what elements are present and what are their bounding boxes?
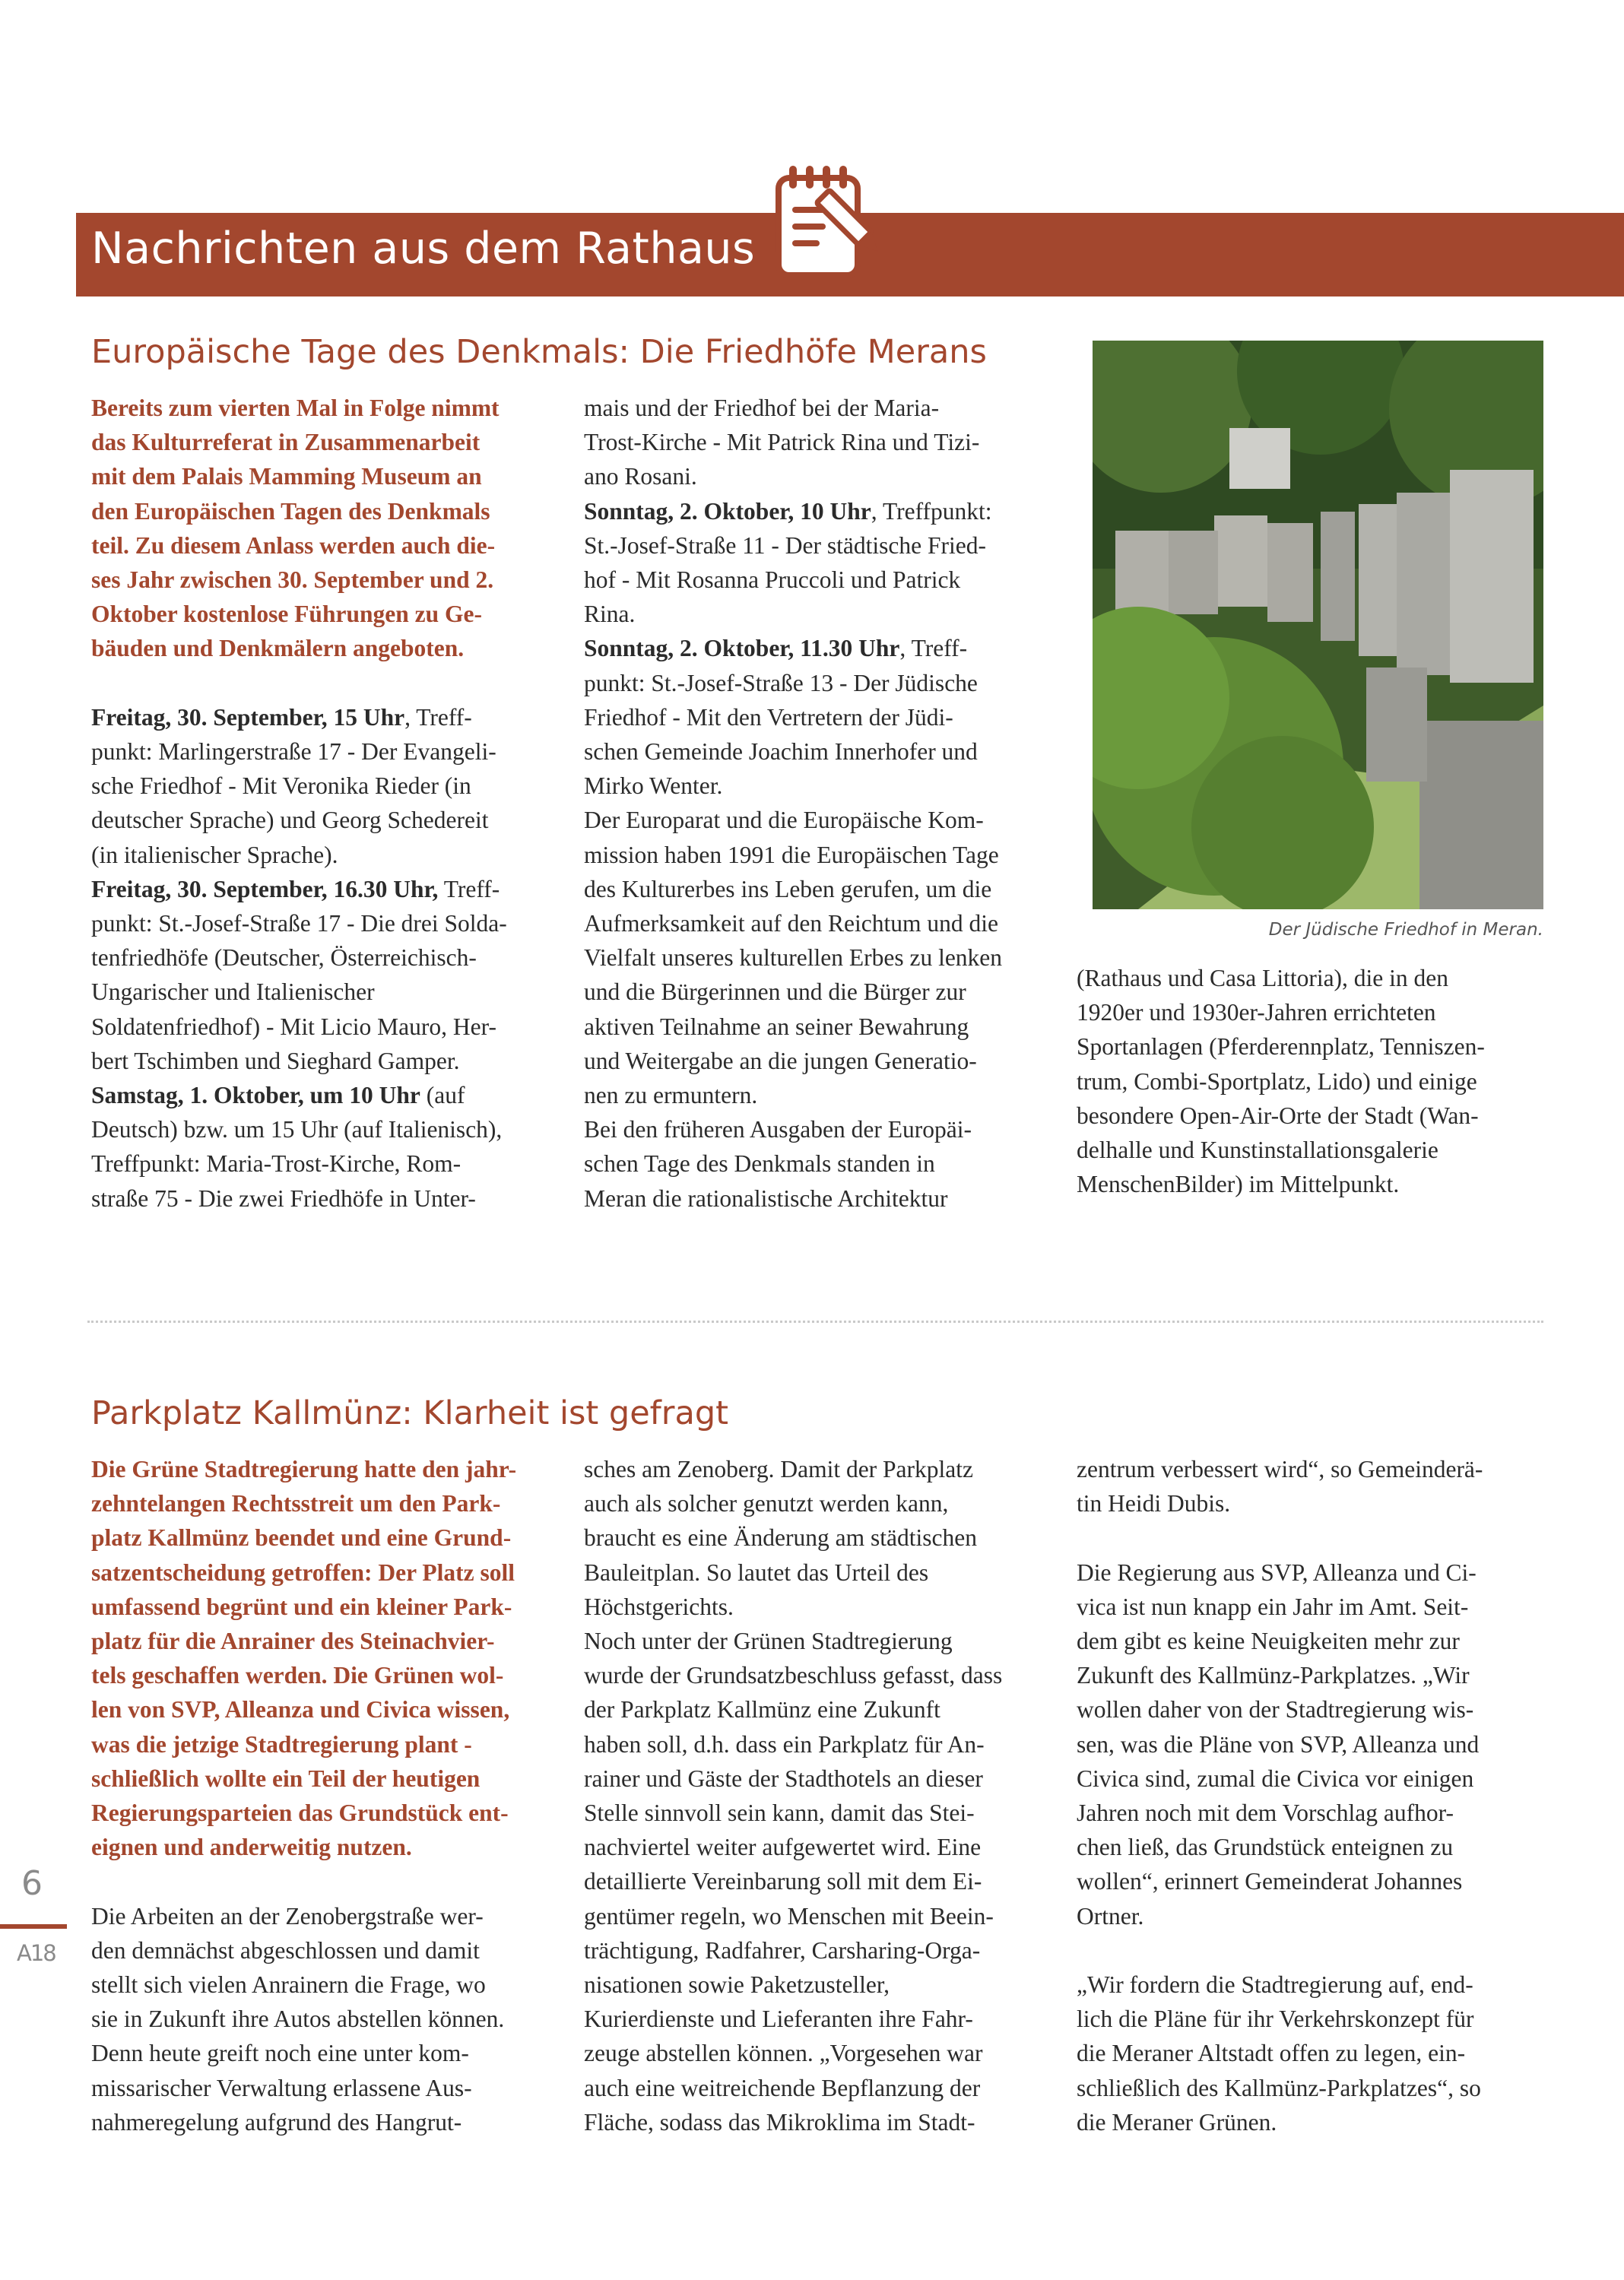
photo-caption: Der Jüdische Friedhof in Meran.	[1268, 920, 1543, 940]
text-line	[584, 1078, 1002, 1112]
text-line: wollen“, erinnert Gemeinderat Johannes	[1077, 1868, 1463, 1895]
text-line	[91, 1112, 507, 1146]
text-line: Noch unter der Grünen Stadtregierung	[584, 1628, 953, 1655]
text-line	[584, 563, 1002, 597]
text-line: tels geschaffen werden. Die Grünen wol-	[91, 1662, 504, 1689]
text-line: trum, Combi-Sportplatz, Lido) und einige	[1077, 1067, 1477, 1095]
text-line: missarischer Verwaltung erlassene Aus-	[91, 2074, 472, 2101]
text-line: wollen daher von der Stadtregierung wis-	[1077, 1696, 1474, 1723]
date-time-label: Freitag, 30. September, 15 Uhr	[91, 703, 405, 731]
text-span: hof - Mit Rosanna Pruccoli und Patrick	[584, 566, 961, 594]
date-time-label: Freitag, 30. September, 16.30 Uhr,	[91, 875, 439, 902]
text-line: 1920er und 1930er-Jahren errichteten	[1077, 999, 1436, 1026]
text-line: „Wir fordern die Stadtregierung auf, end-	[1077, 1971, 1473, 1999]
date-time-label: Sonntag, 2. Oktober, 11.30 Uhr	[584, 635, 900, 662]
text-line: auch eine weitreichende Bepflanzung der	[584, 2074, 981, 2101]
text-line	[584, 597, 1002, 631]
text-span: mission haben 1991 die Europäischen Tage	[584, 841, 999, 868]
text-line	[584, 631, 1002, 665]
page-code: A18	[17, 1940, 56, 1966]
text-line: len von SVP, Alleanza und Civica wissen,	[91, 1696, 510, 1723]
text-line: Denn heute greift noch eine unter kom-	[91, 2040, 469, 2067]
text-span: ano Rosani.	[584, 463, 697, 490]
text-span: punkt: St.-Josef-Straße 17 - Die drei Solda-	[91, 910, 507, 937]
section-title: Nachrichten aus dem Rathaus	[91, 224, 756, 274]
text-line: Stelle sinnvoll sein kann, damit das Stei-	[584, 1800, 975, 1827]
text-span: mais und der Friedhof bei der Maria-	[584, 395, 940, 421]
text-line: was die jetzige Stadtregierung plant -	[91, 1730, 472, 1758]
text-line: Die Regierung aus SVP, Alleanza und Ci-	[1077, 1559, 1477, 1586]
page-marker-bar	[0, 1924, 67, 1929]
text-line: Bereits zum vierten Mal in Folge nimmt	[91, 395, 500, 421]
text-line	[584, 1010, 1002, 1044]
text-line: satzentscheidung getroffen: Der Platz soll	[91, 1559, 515, 1586]
text-span: St.-Josef-Straße 11 - Der städtische Fried-	[584, 531, 986, 559]
text-line	[91, 1010, 507, 1044]
text-line: braucht es eine Änderung am städtischen	[584, 1524, 977, 1552]
text-span: Meran die rationalistische Architektur	[584, 1184, 948, 1212]
text-line: schließlich wollte ein Teil der heutigen	[91, 1765, 481, 1792]
text-span: Der Europarat und die Europäische Kom-	[584, 807, 984, 834]
text-span: Soldatenfriedhof) - Mit Licio Mauro, Her-	[91, 1013, 496, 1040]
text-line: Fläche, sodass das Mikroklima im Stadt-	[584, 2108, 975, 2136]
text-span: Mirko Wenter.	[584, 772, 723, 800]
text-line: haben soll, d.h. dass ein Parkplatz für An-	[584, 1730, 985, 1758]
text-line	[584, 1112, 1002, 1146]
text-line: detaillierte Vereinbarung soll mit dem Ei-	[584, 1868, 982, 1895]
text-line	[91, 1181, 507, 1216]
text-line: stellt sich vielen Anrainern die Frage, wo	[91, 1971, 486, 1999]
text-line	[584, 803, 1002, 837]
text-line	[584, 391, 1002, 425]
text-line	[91, 1078, 507, 1112]
text-line	[91, 940, 507, 975]
text-line: rainer und Gäste der Stadthotels an dieser	[584, 1765, 983, 1792]
text-line: Civica sind, zumal die Civica vor einigen	[1077, 1765, 1474, 1792]
text-line	[584, 906, 1002, 940]
text-line: schließlich des Kallmünz-Parkplatzes“, so	[1077, 2074, 1481, 2101]
article2-column-3	[1077, 1452, 1483, 2139]
text-span: Friedhof - Mit den Vertretern der Jüdi-	[584, 703, 953, 731]
text-line: nachviertel weiter aufgewertet wird. Eine	[584, 1834, 982, 1861]
article2-column-2	[584, 1452, 1002, 2139]
text-line	[584, 528, 1002, 563]
text-span: , Treffpunkt:	[871, 497, 992, 525]
text-line	[584, 1044, 1002, 1078]
text-line	[584, 734, 1002, 769]
text-line: die Meraner Grünen.	[1077, 2108, 1277, 2136]
article1-column-1	[91, 391, 507, 1216]
text-span: punkt: St.-Josef-Straße 13 - Der Jüdische	[584, 669, 978, 696]
text-line	[584, 459, 1002, 493]
text-line: dem gibt es keine Neuigkeiten mehr zur	[1077, 1628, 1460, 1654]
text-line	[91, 769, 507, 803]
text-span: Ungarischer und Italienischer	[91, 978, 375, 1006]
text-line: Höchstgerichts.	[584, 1593, 734, 1620]
text-line: Bauleitplan. So lautet das Urteil des	[584, 1559, 929, 1586]
date-time-label: Sonntag, 2. Oktober, 10 Uhr	[584, 497, 871, 525]
text-line: nisationen sowie Paketzusteller,	[584, 1971, 890, 1999]
article2-headline: Parkplatz Kallmünz: Klarheit ist gefragt	[91, 1394, 728, 1432]
text-line: nahmeregelung aufgrund des Hangrut-	[91, 2108, 462, 2136]
text-span: und Weitergabe an die jungen Generatio-	[584, 1047, 977, 1074]
text-span: Vielfalt unseres kulturellen Erbes zu lenken	[584, 944, 1003, 972]
text-line: gentümer regeln, wo Menschen mit Beein-	[584, 1902, 994, 1930]
text-span: , Treff-	[404, 703, 472, 731]
text-line: sie in Zukunft ihre Autos abstellen können.	[91, 2006, 505, 2033]
text-line: Oktober kostenlose Führungen zu Ge-	[91, 601, 482, 628]
text-line: das Kulturreferat in Zusammenarbeit	[91, 429, 481, 456]
text-line: mit dem Palais Mamming Museum an	[91, 463, 482, 490]
text-span: Trost-Kirche - Mit Patrick Rina und Tizi-	[584, 429, 980, 456]
text-span: Treffpunkt: Maria-Trost-Kirche, Rom-	[91, 1150, 462, 1178]
text-span: aktiven Teilnahme an seiner Bewahrung	[584, 1013, 969, 1040]
text-line: den demnächst abgeschlossen und damit	[91, 1936, 480, 1964]
text-line: chen ließ, das Grundstück enteignen zu	[1077, 1834, 1454, 1861]
notepad-pencil-icon	[768, 161, 890, 283]
text-line	[91, 700, 507, 734]
text-line	[584, 769, 1002, 803]
text-span: schen Tage des Denkmals standen in	[584, 1150, 935, 1178]
text-span: Deutsch) bzw. um 15 Uhr (auf Italienisch),	[91, 1116, 503, 1143]
text-span: tenfriedhöfe (Deutscher, Österreichisch-	[91, 944, 477, 972]
text-line	[91, 1146, 507, 1181]
text-line: zehntelangen Rechtsstreit um den Park-	[91, 1490, 501, 1517]
text-span: Aufmerksamkeit auf den Reichtum und die	[584, 910, 998, 937]
text-span: punkt: Marlingerstraße 17 - Der Evangeli-	[91, 738, 496, 766]
text-line	[91, 1044, 507, 1078]
page-number: 6	[21, 1864, 43, 1903]
text-span: Rina.	[584, 601, 636, 628]
cemetery-photo	[1093, 341, 1543, 909]
text-line: der Parkplatz Kallmünz eine Zukunft	[584, 1696, 940, 1723]
text-line	[584, 872, 1002, 906]
text-line	[91, 872, 507, 906]
text-line	[91, 734, 507, 769]
text-line: den Europäischen Tagen des Denkmals	[91, 497, 490, 525]
text-line: eignen und anderweitig nutzen.	[91, 1834, 412, 1861]
text-line	[91, 975, 507, 1009]
article2-column-1	[91, 1452, 516, 2139]
text-line: ses Jahr zwischen 30. September und 2.	[91, 566, 494, 594]
text-line: MenschenBilder) im Mittelpunkt.	[1077, 1171, 1400, 1198]
text-span: bert Tschimben und Sieghard Gamper.	[91, 1047, 460, 1074]
text-line: lich die Pläne für ihr Verkehrskonzept für	[1077, 2006, 1474, 2033]
text-line	[584, 425, 1002, 459]
text-line: Die Arbeiten an der Zenobergstraße wer-	[91, 1902, 484, 1930]
article1-column-3	[1077, 961, 1485, 1201]
text-line: umfassend begrünt und ein kleiner Park-	[91, 1593, 512, 1620]
article1-column-2	[584, 391, 1002, 1216]
article1-headline: Europäische Tage des Denkmals: Die Friedhöfe Merans	[91, 333, 987, 371]
text-line: platz Kallmünz beendet und eine Grund-	[91, 1524, 512, 1552]
text-line	[584, 1146, 1002, 1181]
text-span: nen zu ermuntern.	[584, 1082, 758, 1109]
text-line: sches am Zenoberg. Damit der Parkplatz	[584, 1456, 973, 1482]
text-line	[584, 838, 1002, 872]
text-line: teil. Zu diesem Anlass werden auch die-	[91, 531, 496, 559]
text-line: (Rathaus und Casa Littoria), die in den	[1077, 965, 1449, 991]
text-line	[584, 700, 1002, 734]
text-line: Regierungsparteien das Grundstück ent-	[91, 1800, 509, 1827]
text-line: Zukunft des Kallmünz-Parkplatzes. „Wir	[1077, 1662, 1470, 1689]
text-line: tin Heidi Dubis.	[1077, 1490, 1231, 1517]
text-line: Die Grüne Stadtregierung hatte den jahr-	[91, 1456, 517, 1482]
text-line: Kurierdienste und Lieferanten ihre Fahr-	[584, 2006, 973, 2033]
text-line	[584, 975, 1002, 1009]
text-line: sen, was die Pläne von SVP, Alleanza und	[1077, 1730, 1480, 1758]
text-line	[91, 838, 507, 872]
text-span: straße 75 - Die zwei Friedhöfe in Unter-	[91, 1184, 476, 1212]
text-span: , Treff-	[899, 635, 968, 662]
text-line: vica ist nun knapp ein Jahr im Amt. Seit-	[1077, 1593, 1469, 1620]
text-line: die Meraner Altstadt offen zu legen, ein-	[1077, 2040, 1466, 2067]
text-span: (auf	[420, 1082, 465, 1109]
text-span: und die Bürgerinnen und die Bürger zur	[584, 978, 966, 1006]
text-line: platz für die Anrainer des Steinachvier-	[91, 1628, 495, 1655]
article-divider	[87, 1321, 1543, 1323]
text-line: trächtigung, Radfahrer, Carsharing-Orga-	[584, 1936, 981, 1964]
text-line: besondere Open-Air-Orte der Stadt (Wan-	[1077, 1102, 1479, 1129]
text-line	[584, 666, 1002, 700]
date-time-label: Samstag, 1. Oktober, um 10 Uhr	[91, 1082, 420, 1109]
text-line: Ortner.	[1077, 1902, 1144, 1930]
text-line	[91, 906, 507, 940]
text-line: Jahren noch mit dem Vorschlag aufhor-	[1077, 1800, 1454, 1827]
text-line: auch als solcher genutzt werden kann,	[584, 1490, 949, 1517]
text-span: Bei den früheren Ausgaben der Europäi-	[584, 1116, 972, 1143]
text-line	[584, 1181, 1002, 1216]
text-span: deutscher Sprache) und Georg Schedereit	[91, 807, 489, 834]
text-line	[584, 494, 1002, 528]
text-line: delhalle und Kunstinstallationsgalerie	[1077, 1137, 1438, 1164]
text-span: (in italienischer Sprache).	[91, 841, 338, 868]
text-line: Sportanlagen (Pferderennplatz, Tenniszen-	[1077, 1033, 1485, 1061]
text-span: des Kulturerbes ins Leben gerufen, um die	[584, 875, 992, 902]
text-line: zentrum verbessert wird“, so Gemeinderä-	[1077, 1456, 1483, 1482]
text-line: wurde der Grundsatzbeschluss gefasst, dass	[584, 1662, 1003, 1689]
text-line	[91, 803, 507, 837]
text-span: sche Friedhof - Mit Veronika Rieder (in	[91, 772, 471, 800]
text-line: bäuden und Denkmälern angeboten.	[91, 635, 465, 662]
text-line: zeuge abstellen können. „Vorgesehen war	[584, 2040, 983, 2067]
text-span: schen Gemeinde Joachim Innerhofer und	[584, 738, 978, 766]
text-span: Treff-	[438, 875, 500, 902]
text-line	[584, 940, 1002, 975]
